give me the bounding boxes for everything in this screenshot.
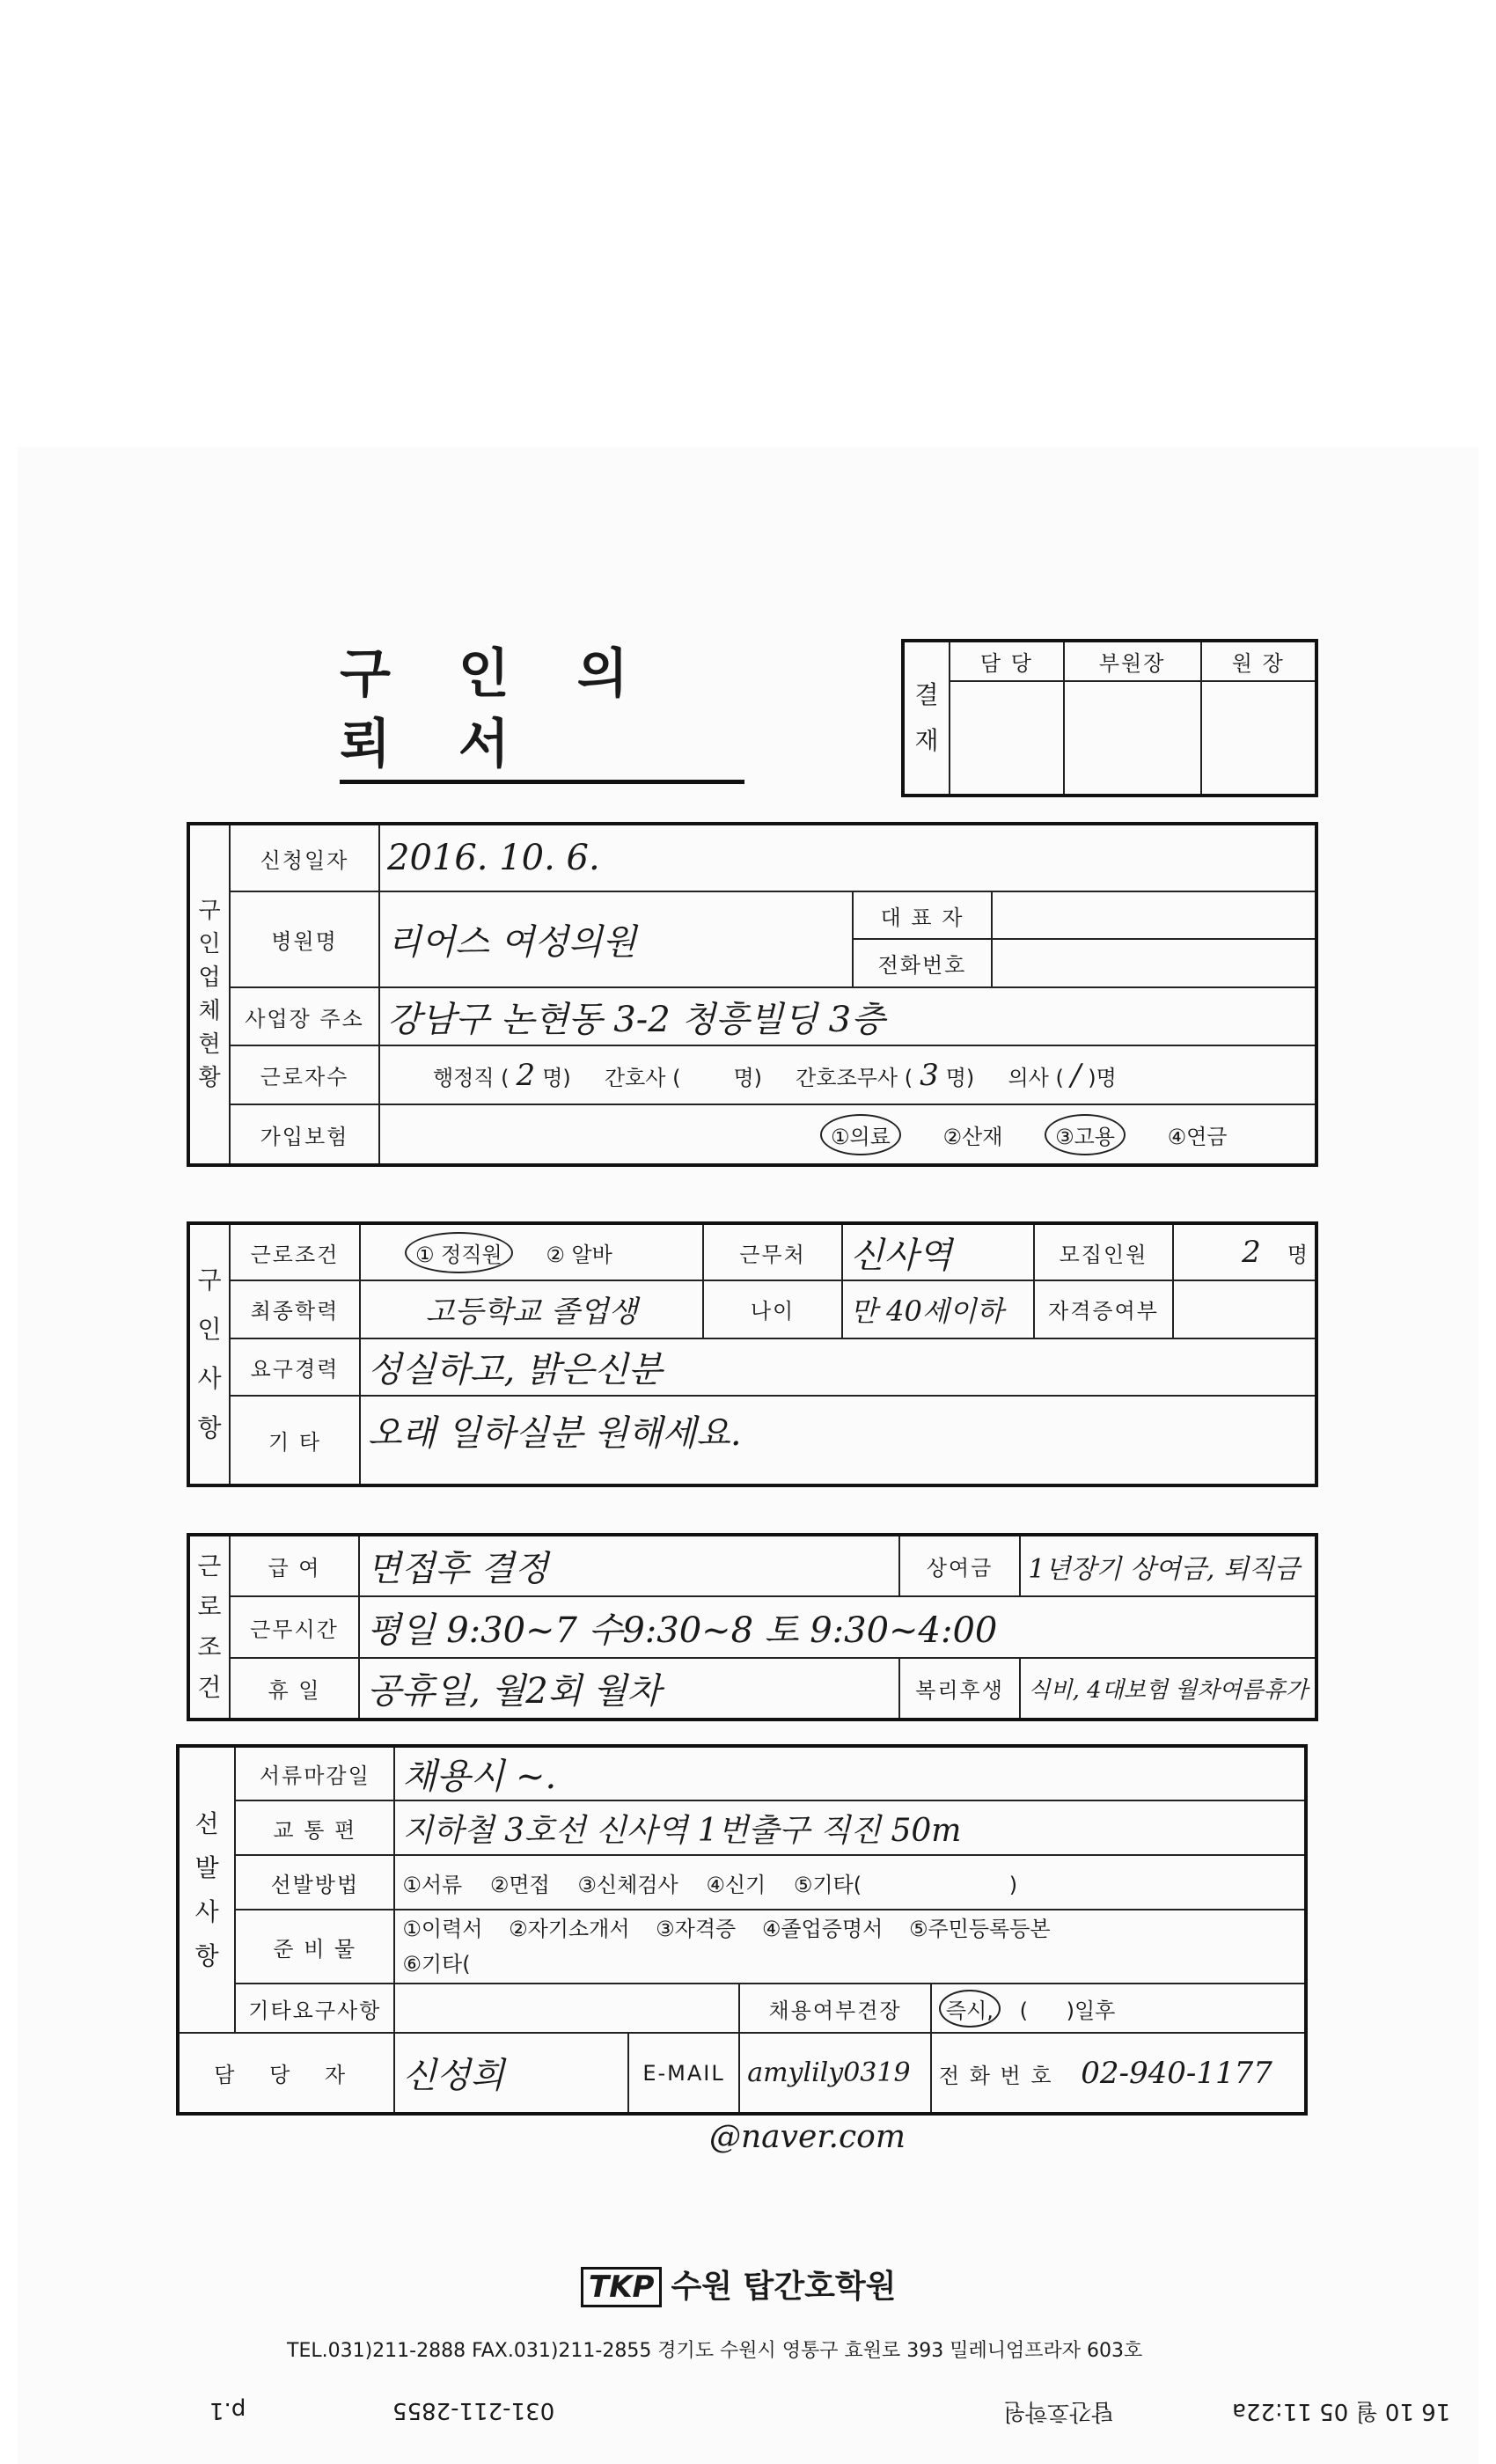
holiday-value[interactable]: 공휴일, 월2회 월차 bbox=[359, 1658, 898, 1720]
side-char: 항 bbox=[197, 1413, 222, 1442]
date-value[interactable]: 2016. 10. 6. bbox=[379, 824, 1316, 891]
phone-label: 전화번호 bbox=[853, 939, 992, 986]
insurance-option-pension[interactable]: ④연금 bbox=[1167, 1124, 1228, 1149]
nurse-count[interactable] bbox=[680, 1058, 733, 1093]
rep-label: 대 표 자 bbox=[853, 891, 992, 939]
transport-label: 교 통 편 bbox=[235, 1800, 394, 1855]
side-char: 사 bbox=[197, 1364, 222, 1393]
other-label: 기타요구사항 bbox=[235, 1984, 394, 2033]
doctor-count[interactable]: / bbox=[1070, 1057, 1082, 1093]
approval-header-staff: 담 당 bbox=[950, 641, 1064, 681]
nurse-unit: 명) bbox=[733, 1065, 763, 1090]
hospital-value[interactable]: 리어스 여성의원 bbox=[379, 891, 853, 986]
approval-box bbox=[901, 639, 1318, 797]
side-char: 업 bbox=[198, 964, 221, 991]
method-options bbox=[394, 1855, 1306, 1910]
workers-label: 근로자수 bbox=[230, 1045, 379, 1104]
fax-datetime bbox=[1232, 2397, 1450, 2430]
side-char: 로 bbox=[197, 1592, 222, 1621]
hire-label: 채용여부견장 bbox=[739, 1984, 931, 2033]
form-title: 구 인 의 뢰 서 bbox=[340, 639, 744, 784]
license-label: 자격증여부 bbox=[1034, 1280, 1173, 1338]
etc-label: 기 타 bbox=[230, 1396, 360, 1485]
side-char: 선 bbox=[194, 1808, 219, 1838]
fax-number-text: 031-211-2855 bbox=[392, 2397, 555, 2424]
other-value[interactable] bbox=[394, 1984, 739, 2033]
docs-option-diploma[interactable]: ④졸업증명서 bbox=[761, 1917, 884, 1941]
license-value[interactable] bbox=[1173, 1280, 1316, 1338]
method-label: 선발방법 bbox=[235, 1855, 394, 1910]
insurance-option-accident[interactable]: ②산재 bbox=[942, 1124, 1003, 1149]
side-char: 항 bbox=[194, 1940, 219, 1970]
recruit-value bbox=[1173, 1223, 1316, 1280]
email-label: E-MAIL bbox=[628, 2033, 739, 2114]
hospital-label: 병원명 bbox=[230, 891, 379, 986]
career-value[interactable]: 성실하고, 밝은신분 bbox=[360, 1338, 1316, 1396]
side-char: 근 bbox=[197, 1551, 222, 1580]
approval-side bbox=[903, 641, 950, 796]
welfare-value[interactable]: 식비, 4대보험 월차여름휴가 bbox=[1020, 1658, 1316, 1720]
approval-header-director: 원 장 bbox=[1201, 641, 1317, 681]
tel-cell bbox=[931, 2033, 1306, 2114]
doctor-unit: )명 bbox=[1088, 1065, 1117, 1090]
deadline-label: 서류마감일 bbox=[235, 1746, 394, 1800]
deadline-value[interactable]: 채용시 ~. bbox=[394, 1746, 1306, 1800]
side-char: 현 bbox=[198, 1031, 221, 1058]
cond-options bbox=[360, 1223, 703, 1280]
doctor-label: 의사 ( bbox=[1008, 1065, 1064, 1090]
approval-cell-vice[interactable] bbox=[1064, 681, 1201, 796]
side-char: 조 bbox=[197, 1632, 222, 1661]
approval-side-char: 결 bbox=[914, 680, 939, 709]
work-place-value[interactable]: 신사역 bbox=[842, 1223, 1034, 1280]
selection-section bbox=[176, 1744, 1308, 2116]
salary-value[interactable]: 면접후 결정 bbox=[359, 1535, 898, 1596]
address-label: 사업장 주소 bbox=[230, 987, 379, 1046]
hire-days[interactable]: )일후 bbox=[1066, 1998, 1116, 2023]
address-value[interactable]: 강남구 논현동 3-2 청흥빌딩 3층 bbox=[379, 987, 1316, 1046]
side-char: 사 bbox=[194, 1896, 219, 1926]
method-option-writing[interactable]: ④신기 bbox=[706, 1872, 766, 1897]
approval-cell-staff[interactable] bbox=[950, 681, 1064, 796]
conditions-section-side bbox=[188, 1535, 230, 1720]
hours-value[interactable]: 평일 9:30~7 수9:30~8 토 9:30~4:00 bbox=[359, 1596, 1316, 1658]
method-option-other[interactable]: ⑤기타( bbox=[793, 1872, 862, 1897]
approval-header-vice: 부원장 bbox=[1064, 641, 1201, 681]
company-section bbox=[187, 822, 1318, 1167]
side-char: 구 bbox=[197, 1265, 222, 1294]
fax-datetime-text: 16 10 월 05 11:22a bbox=[1232, 2398, 1451, 2424]
aide-unit: 명) bbox=[945, 1065, 975, 1090]
insurance-options bbox=[379, 1104, 1316, 1165]
date-label: 신청일자 bbox=[230, 824, 379, 891]
academy-logo bbox=[581, 2262, 896, 2307]
age-label: 나이 bbox=[703, 1280, 842, 1338]
email-domain: @naver.com bbox=[709, 2119, 906, 2155]
docs-label: 준 비 물 bbox=[235, 1910, 394, 1984]
method-option-physical[interactable]: ③신체검사 bbox=[577, 1872, 678, 1897]
phone-value[interactable] bbox=[992, 939, 1316, 986]
logo-mark: TKP bbox=[581, 2267, 662, 2307]
cond-option-fulltime[interactable]: ① 정직원 bbox=[405, 1232, 513, 1273]
insurance-option-employment[interactable]: ③고용 bbox=[1045, 1114, 1126, 1155]
job-section-side bbox=[188, 1223, 230, 1485]
bonus-value[interactable]: 1년장기 상여금, 퇴직금 bbox=[1020, 1535, 1316, 1596]
rep-value[interactable] bbox=[992, 891, 1316, 939]
bonus-label: 상여금 bbox=[899, 1535, 1021, 1596]
insurance-label: 가입보험 bbox=[230, 1104, 379, 1165]
edu-value[interactable]: 고등학교 졸업생 bbox=[360, 1280, 703, 1338]
docs-option-intro[interactable]: ②자기소개서 bbox=[509, 1917, 630, 1941]
method-option-interview[interactable]: ②면접 bbox=[489, 1872, 550, 1897]
side-char: 발 bbox=[194, 1852, 219, 1882]
side-char: 황 bbox=[198, 1065, 221, 1091]
method-option-docs[interactable]: ①서류 bbox=[402, 1872, 463, 1897]
welfare-label: 복리후생 bbox=[899, 1658, 1021, 1720]
fax-page-text: p.1 bbox=[209, 2397, 246, 2424]
hours-label: 근무시간 bbox=[230, 1596, 360, 1658]
aide-count[interactable]: 3 bbox=[920, 1057, 939, 1093]
recruit-label: 모집인원 bbox=[1034, 1223, 1173, 1280]
cond-label: 근로조건 bbox=[230, 1223, 360, 1280]
hire-now[interactable]: 즉시, bbox=[939, 1990, 1001, 2028]
email-value[interactable]: amylily0319 bbox=[739, 2033, 931, 2114]
approval-cell-director[interactable] bbox=[1201, 681, 1317, 796]
admin-unit: 명) bbox=[542, 1065, 571, 1090]
recruit-unit: 명 bbox=[1287, 1243, 1308, 1268]
hire-value bbox=[931, 1984, 1306, 2033]
etc-value[interactable]: 오래 일하실분 원해세요. bbox=[360, 1396, 1316, 1485]
admin-label: 행정직 ( bbox=[433, 1065, 510, 1090]
academy-name: 수원 탑간호학원 bbox=[671, 2269, 897, 2305]
cond-option-parttime[interactable]: ② 알바 bbox=[546, 1242, 612, 1267]
age-value[interactable]: 만 40세이하 bbox=[842, 1280, 1034, 1338]
aide-label: 간호조무사 ( bbox=[796, 1065, 913, 1090]
admin-count[interactable]: 2 bbox=[516, 1057, 536, 1093]
approval-side-char: 재 bbox=[914, 726, 939, 755]
work-place-label: 근무처 bbox=[703, 1223, 842, 1280]
holiday-label: 휴 일 bbox=[230, 1658, 360, 1720]
docs-option-resume[interactable]: ①이력서 bbox=[402, 1917, 483, 1941]
job-section bbox=[187, 1221, 1318, 1487]
docs-option-license[interactable]: ③자격증 bbox=[656, 1917, 737, 1941]
salary-label: 급 여 bbox=[230, 1535, 360, 1596]
insurance-option-medical[interactable]: ①의료 bbox=[820, 1114, 901, 1155]
tel-value[interactable]: 02-940-1177 bbox=[1081, 2055, 1272, 2091]
company-section-side bbox=[188, 824, 230, 1165]
side-char: 인 bbox=[198, 931, 221, 957]
transport-value[interactable]: 지하철 3호선 신사역 1번출구 직진 50m bbox=[394, 1800, 1306, 1855]
edu-label: 최종학력 bbox=[230, 1280, 360, 1338]
fax-sender bbox=[1003, 2397, 1114, 2430]
docs-option-residence[interactable]: ⑤주민등록등본 bbox=[908, 1917, 1051, 1941]
tel-label: 전 화 번 호 bbox=[938, 2063, 1053, 2088]
workers-value bbox=[379, 1045, 1316, 1104]
side-char: 인 bbox=[197, 1315, 222, 1344]
conditions-section bbox=[187, 1533, 1318, 1721]
fax-number bbox=[392, 2397, 554, 2424]
academy-contact: TEL.031)211-2888 FAX.031)211-2855 경기도 수원시 영통구 효원로 393 밀레니엄프라자 603호 bbox=[287, 2340, 1143, 2362]
selection-section-side bbox=[178, 1746, 235, 2033]
docs-option-other[interactable]: ⑥기타( bbox=[402, 1952, 471, 1976]
docs-options bbox=[394, 1910, 1306, 1984]
manager-label: 담 당 자 bbox=[178, 2033, 394, 2114]
fax-sender-text: 탑간호학원 bbox=[1003, 2398, 1114, 2424]
side-char: 체 bbox=[198, 998, 221, 1024]
nurse-label: 간호사 ( bbox=[604, 1065, 681, 1090]
method-option-other-close: ) bbox=[1008, 1872, 1018, 1897]
fax-page bbox=[209, 2397, 246, 2424]
manager-value[interactable]: 신성희 bbox=[394, 2033, 628, 2114]
side-char: 구 bbox=[198, 898, 221, 924]
recruit-count[interactable]: 2 bbox=[1242, 1235, 1261, 1271]
career-label: 요구경력 bbox=[230, 1338, 360, 1396]
side-char: 건 bbox=[197, 1673, 222, 1702]
hire-paren: ( bbox=[1019, 1998, 1028, 2023]
